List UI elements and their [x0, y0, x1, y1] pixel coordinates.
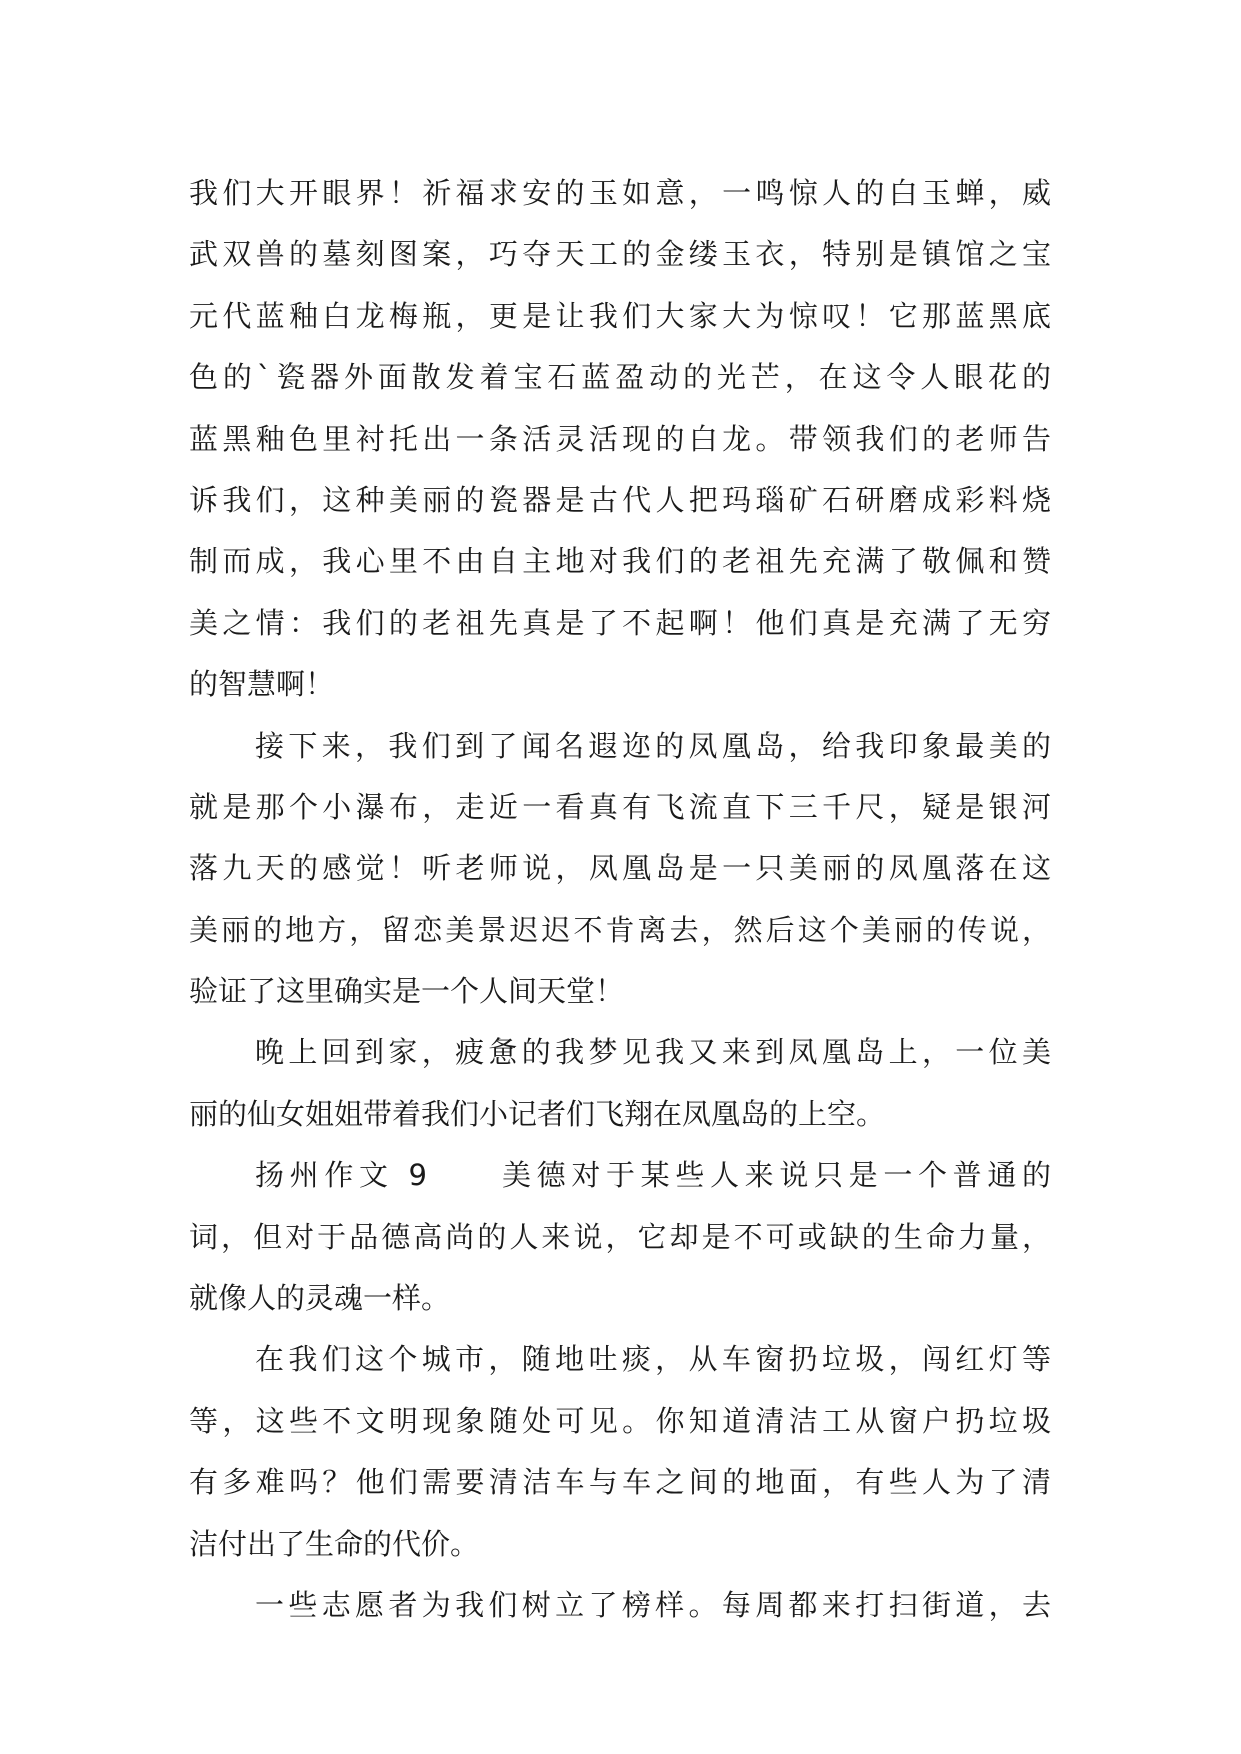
text-line: 在我们这个城市，随地吐痰，从车窗扔垃圾，闯红灯等	[255, 1342, 1051, 1377]
text-line: 就像人的灵魂一样。	[189, 1281, 451, 1316]
text-line: 我们大开眼界！祈福求安的玉如意，一鸣惊人的白玉蝉，威	[189, 176, 1051, 210]
text-line: 落九天的感觉！听老师说，凤凰岛是一只美丽的凤凰落在这	[189, 851, 1051, 886]
text-line: 美之情：我们的老祖先真是了不起啊！他们真是充满了无穷	[189, 605, 1051, 640]
text-line: 验证了这里确实是一个人间天堂！	[189, 974, 625, 1009]
text-line: 美丽的地方，留恋美景迟迟不肯离去，然后这个美丽的传说，	[189, 912, 1051, 947]
text-line: 洁付出了生命的代价。	[189, 1526, 480, 1561]
text-line: 就是那个小瀑布，走近一看真有飞流直下三千尺，疑是银河	[189, 789, 1051, 824]
section-heading-line: 扬州作文 9 美德对于某些人来说只是一个普通的	[255, 1158, 1051, 1193]
text-line: 有多难吗？他们需要清洁车与车之间的地面，有些人为了清	[189, 1465, 1051, 1500]
text-line: 丽的仙女姐姐带着我们小记者们飞翔在凤凰岛的上空。	[189, 1096, 886, 1131]
text-line: 的智慧啊！	[189, 667, 335, 702]
body-text	[189, 163, 1051, 1636]
text-line: 一些志愿者为我们树立了榜样。每周都来打扫街道，去	[255, 1587, 1051, 1622]
text-line: 制而成，我心里不由自主地对我们的老祖先充满了敬佩和赞	[189, 544, 1051, 579]
text-line: 色的`瓷器外面散发着宝石蓝盈动的光芒，在这令人眼花的	[189, 360, 1051, 395]
text-line: 蓝黑釉色里衬托出一条活灵活现的白龙。带领我们的老师告	[189, 421, 1051, 456]
text-line: 诉我们，这种美丽的瓷器是古代人把玛瑙矿石研磨成彩料烧	[189, 482, 1051, 517]
text-line: 晚上回到家，疲惫的我梦见我又来到凤凰岛上，一位美	[255, 1035, 1051, 1070]
text-line: 等，这些不文明现象随处可见。你知道清洁工从窗户扔垃圾	[189, 1403, 1051, 1438]
text-line: 元代蓝釉白龙梅瓶，更是让我们大家大为惊叹！它那蓝黑底	[189, 298, 1051, 333]
text-line: 词，但对于品德高尚的人来说，它却是不可或缺的生命力量，	[189, 1219, 1051, 1254]
text-line: 武双兽的墓刻图案，巧夺天工的金缕玉衣，特别是镇馆之宝	[189, 237, 1051, 272]
text-line: 接下来，我们到了闻名遐迩的凤凰岛，给我印象最美的	[255, 728, 1051, 763]
